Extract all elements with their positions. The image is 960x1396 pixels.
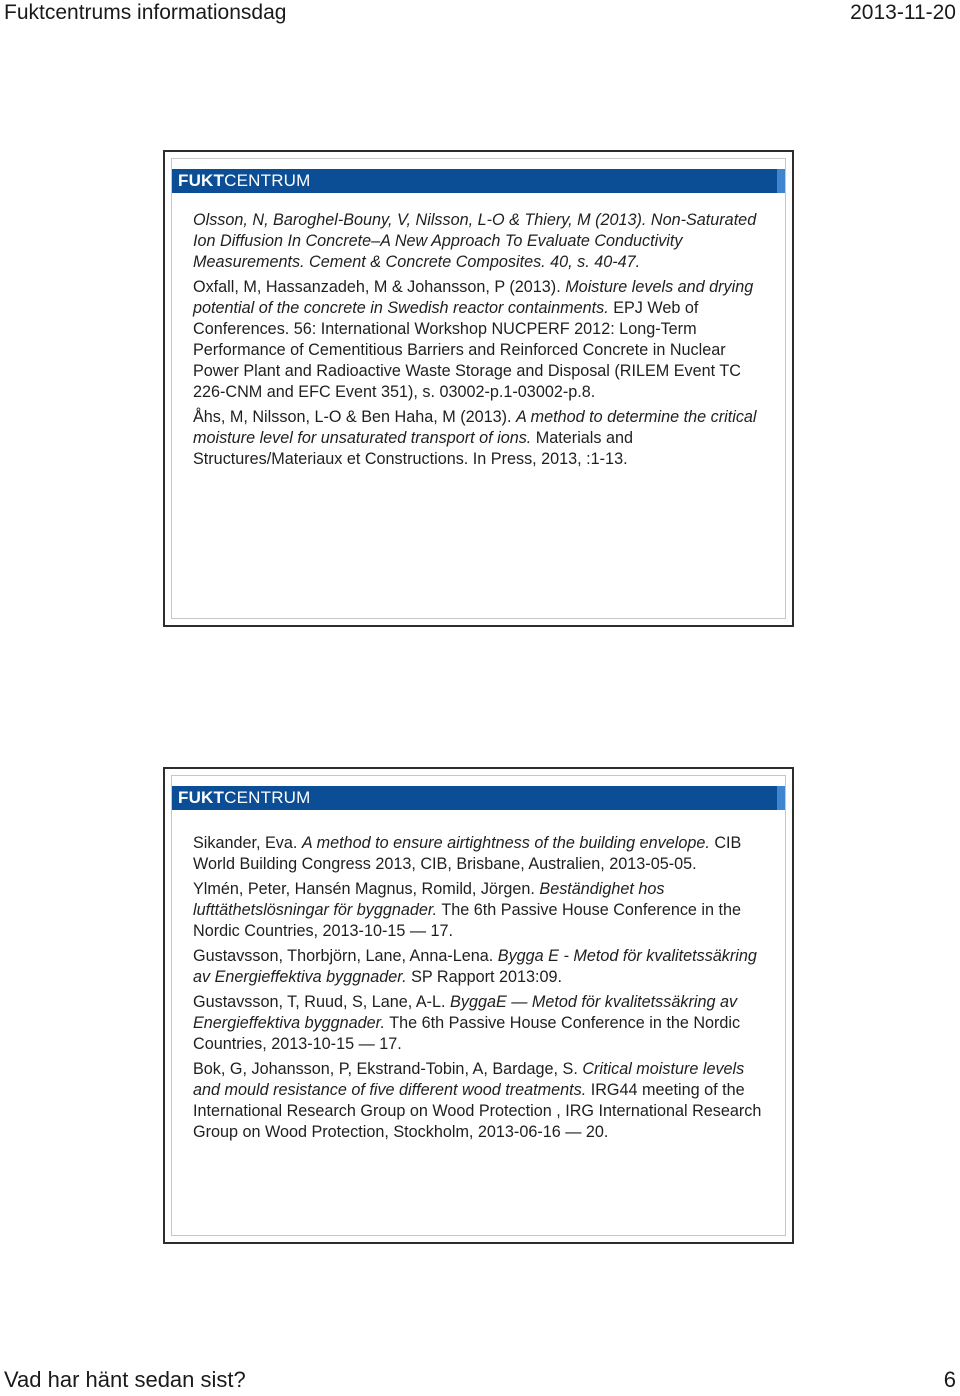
reference-item: Gustavsson, T, Ruud, S, Lane, A-L. ByggaE — Metod för kvalitetssäkring av Energieffektiva byggnader. The 6th Passive House Conference in the Nordic Countries, 2013-10-15 — 17. (193, 993, 741, 1053)
slide-2 (163, 767, 794, 1244)
reference-item: Bok, G, Johansson, P, Ekstrand-Tobin, A, Bardage, S. Critical moisture levels and mould resistance of five different wood treatments. IRG44 meeting of the International Research Group on Wood Protection , IRG International Research Group on Wood Protection, Stockholm, 2013-06-16 — 20. (193, 1060, 762, 1141)
section-title: Vad har hänt sedan sist? (4, 1367, 246, 1392)
reference-item: Åhs, M, Nilsson, L-O & Ben Haha, M (2013). A method to determine the critical moisture level for unsaturated transport of ions. Materials and Structures/Materiaux et Constructions. In Press, 2013, :1-13. (193, 408, 757, 468)
reference-item: Olsson, N, Baroghel-Bouny, V, Nilsson, L-O & Thiery, M (2013). Non-Saturated Ion Diffusion In Concrete–A New Approach To Evaluate Conductivity Measurements. Cement & Concrete Composites. 40, s. 40-47. (193, 211, 757, 271)
slide-1-references (193, 210, 766, 474)
slide-2-references (193, 833, 766, 1147)
reference-item: Ylmén, Peter, Hansén Magnus, Romild, Jörgen. Beständighet hos lufttäthetslösningar för byggnader. The 6th Passive House Conference in the Nordic Countries, 2013-10-15 — 17. (193, 880, 742, 940)
slide-2-brand-bar (172, 786, 785, 810)
document-date: 2013-11-20 (850, 1, 956, 24)
reference-item: Sikander, Eva. A method to ensure airtightness of the building envelope. CIB World Building Congress 2013, CIB, Brisbane, Australien, 2013-05-05. (193, 834, 742, 873)
slide-1 (163, 150, 794, 627)
slide-1-brand-bar (172, 169, 785, 193)
reference-item: Gustavsson, Thorbjörn, Lane, Anna-Lena. Bygga E - Metod för kvalitetssäkring av Energieffektiva byggnader. SP Rapport 2013:09. (193, 947, 757, 986)
brand-bar-accent (777, 169, 785, 193)
page-header (0, 0, 960, 30)
page-footer (0, 1356, 960, 1396)
reference-item: Oxfall, M, Hassanzadeh, M & Johansson, P (2013). Moisture levels and drying potential of the concrete in Swedish reactor containments. EPJ Web of Conferences. 56: International Workshop NUCPERF 2012: Long-Term Performance of Cementitious Barriers and Reinforced Concrete in Nuclear Power Plant and Radioactive Waste Storage and Disposal (RILEM Event TC 226-CNM and EFC Event 351), s. 03002-p.1-03002-p.8. (193, 278, 754, 401)
page-number: 6 (943, 1367, 956, 1392)
fuktcentrum-logo: FUKTCENTRUM (178, 171, 311, 190)
fuktcentrum-logo: FUKTCENTRUM (178, 788, 311, 807)
brand-bar-accent (777, 786, 785, 810)
document-title: Fuktcentrums informationsdag (4, 1, 287, 24)
